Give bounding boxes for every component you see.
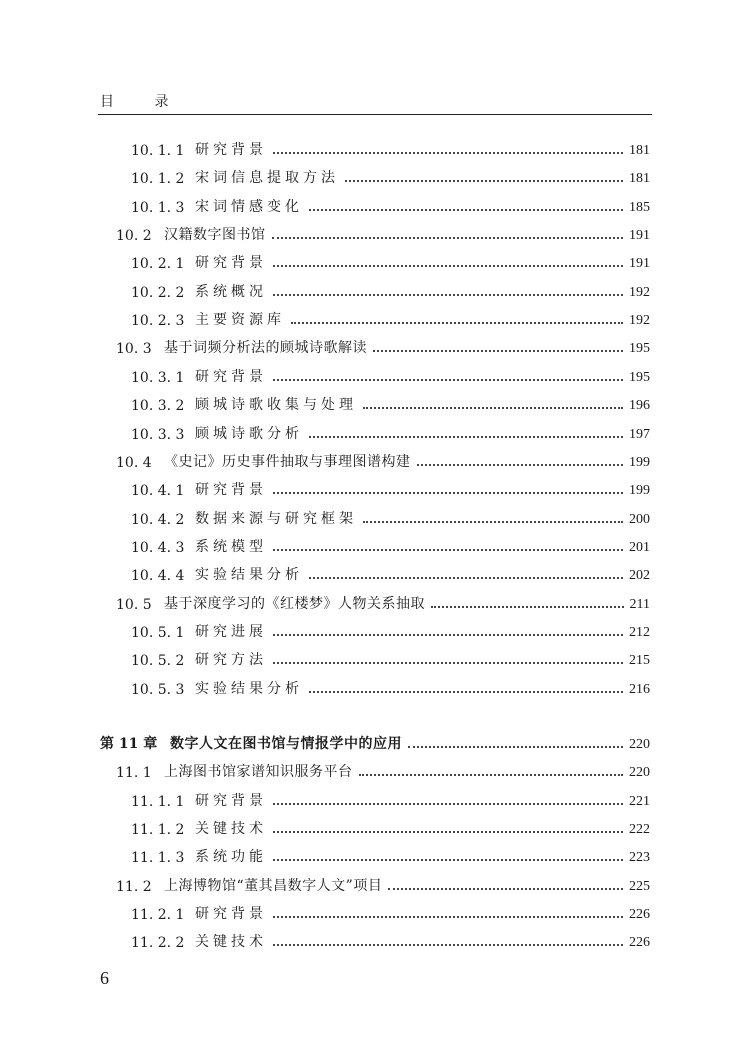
toc-entry-title: 基于深度学习的《红楼梦》人物关系抽取: [164, 595, 425, 612]
toc-leader-dots: [273, 831, 623, 833]
toc-entry-number: 10. 4. 1: [131, 483, 185, 500]
toc-entry: [131, 277, 650, 301]
toc-entry-page: 221: [629, 793, 650, 809]
toc-entry: [131, 786, 650, 810]
toc-entry: [131, 927, 650, 951]
toc-entry: [131, 475, 650, 499]
toc-leader-dots: [345, 180, 623, 182]
toc-entry: [131, 192, 650, 216]
toc-entry-number: 10. 2. 1: [131, 256, 185, 273]
toc-entry-number: 10. 3. 1: [131, 369, 185, 386]
toc-entry-number: 10. 3: [116, 341, 152, 358]
toc-entry: [100, 729, 650, 753]
toc-entry-number: 10. 4. 3: [131, 539, 185, 556]
toc-leader-dots: [359, 774, 624, 776]
toc-entry-number: 10. 2. 2: [131, 284, 185, 301]
toc-entry-page: 200: [629, 511, 650, 527]
toc-leader-dots: [273, 634, 623, 636]
toc-entry-page: 211: [629, 596, 650, 612]
toc-leader-dots: [273, 916, 623, 918]
toc-entry-page: 191: [629, 256, 650, 272]
toc-leader-dots: [273, 492, 623, 494]
toc-leader-dots: [388, 888, 623, 890]
page-number: 6: [100, 968, 109, 988]
toc-entry: [131, 305, 650, 329]
toc-entry-page: 225: [629, 878, 650, 894]
toc-entry: [131, 674, 650, 698]
toc-entry-number: 10. 1. 1: [131, 143, 185, 159]
toc-entry-page: 181: [629, 143, 650, 158]
toc-entry-title: 研究背景: [195, 368, 267, 385]
toc-entry: [116, 589, 650, 613]
toc-entry-title: 研究背景: [195, 906, 267, 923]
toc-entry-title: 关键技术: [195, 821, 267, 838]
toc-entry: [116, 447, 650, 471]
toc-leader-dots: [431, 606, 624, 608]
toc-entry: [131, 419, 650, 443]
toc-leader-dots: [309, 691, 623, 693]
toc-entry: [131, 617, 650, 641]
toc-entry-title: 基于词频分析法的顾城诗歌解读: [164, 340, 367, 357]
toc-entry-page: 199: [629, 483, 650, 499]
toc-entry: [131, 390, 650, 414]
toc-entry-number: 第 11 章: [100, 736, 158, 752]
toc-entry-page: 223: [629, 850, 650, 866]
toc-entry: [116, 220, 650, 244]
toc-entry-number: 10. 4: [116, 454, 152, 471]
toc-entry-page: 196: [629, 398, 650, 414]
toc-entry-page: 222: [629, 822, 650, 838]
toc-leader-dots: [273, 265, 623, 267]
toc-entry: [131, 504, 650, 528]
toc-entry-title: 宋词情感变化: [195, 198, 303, 215]
toc-leader-dots: [417, 464, 624, 466]
toc-entry: [131, 362, 650, 386]
toc-entry-number: 11. 1. 3: [131, 850, 185, 867]
toc-leader-dots: [273, 944, 623, 946]
toc-entry-page: 181: [629, 171, 650, 187]
toc-entry-page: 195: [629, 341, 650, 357]
toc-entry-number: 10. 5. 3: [131, 681, 185, 698]
toc-entry-title: 研究背景: [195, 482, 267, 499]
toc-entry-page: 197: [629, 426, 650, 442]
toc-entry-page: 192: [629, 313, 650, 329]
toc-entry-number: 10. 2. 3: [131, 313, 185, 330]
toc-entry-title: 系统概况: [195, 283, 267, 300]
toc-leader-dots: [309, 577, 623, 579]
toc-entry-page: 226: [629, 935, 650, 951]
toc-leader-dots: [309, 436, 623, 438]
toc-entry: [131, 560, 650, 584]
toc-entry-number: 11. 1: [116, 765, 152, 782]
toc-entry-page: 192: [629, 284, 650, 300]
toc-leader-dots: [373, 350, 623, 352]
toc-entry: [131, 814, 650, 838]
toc-leader-dots: [273, 549, 623, 551]
toc-entry-title: 上海图书馆家谱知识服务平台: [164, 764, 353, 781]
toc-entry-title: 研究方法: [195, 652, 267, 669]
toc-entry-title: 主要资源库: [195, 312, 285, 329]
toc-entry-number: 10. 3. 2: [131, 398, 185, 415]
toc-entry-page: 212: [629, 624, 650, 640]
toc-entry-title: 研究背景: [195, 255, 267, 272]
toc-entry: [116, 333, 650, 357]
toc-entry-title: 顾城诗歌分析: [195, 425, 303, 442]
toc-entry-title: 《史记》历史事件抽取与事理图谱构建: [164, 453, 411, 470]
toc-entry-number: 10. 2: [116, 228, 152, 245]
toc-entry-page: 199: [629, 454, 650, 470]
toc-leader-dots: [273, 859, 623, 861]
toc-entry-page: 201: [629, 539, 650, 555]
toc-entry-page: 226: [629, 907, 650, 923]
toc-leader-dots: [309, 209, 623, 211]
toc-entry-page: 202: [629, 568, 650, 584]
toc-entry-number: 10. 5: [116, 596, 152, 613]
toc-leader-dots: [273, 152, 623, 154]
toc-entry-page: 216: [629, 681, 650, 697]
toc-leader-dots: [273, 662, 623, 664]
toc-leader-dots: [273, 379, 623, 381]
toc-entry-title: 系统功能: [195, 849, 267, 866]
toc-entry-page: 220: [629, 737, 650, 752]
toc-entry-title: 研究进展: [195, 623, 267, 640]
toc-entry-number: 10. 1. 3: [131, 199, 185, 216]
toc-entry: [131, 899, 650, 923]
toc-leader-dots: [408, 746, 623, 748]
toc-entry: [131, 163, 650, 187]
toc-entry-title: 汉籍数字图书馆: [164, 227, 266, 244]
toc-leader-dots: [273, 294, 623, 296]
toc-entry-page: 185: [629, 199, 650, 215]
toc-entry-number: 10. 5. 2: [131, 653, 185, 670]
toc-entry-number: 11. 1. 1: [131, 793, 185, 810]
toc-leader-dots: [363, 521, 623, 523]
toc-entry-number: 11. 2. 2: [131, 935, 185, 952]
toc-entry-title: 数字人文在图书馆与情报学中的应用: [170, 736, 402, 752]
toc-entry-title: 系统模型: [195, 538, 267, 555]
toc-entry: [131, 842, 650, 866]
toc-entry-number: 10. 4. 4: [131, 568, 185, 585]
toc-entry-number: 11. 2: [116, 878, 152, 895]
toc-entry-title: 研究背景: [195, 142, 267, 158]
toc-entry-number: 10. 1. 2: [131, 171, 185, 188]
toc-entry-page: 191: [629, 228, 650, 244]
toc-entry-page: 220: [629, 765, 650, 781]
toc-entry-title: 数据来源与研究框架: [195, 510, 357, 527]
toc-entry-title: 上海博物馆“董其昌数字人文”项目: [164, 877, 383, 894]
toc-entry-title: 实验结果分析: [195, 680, 303, 697]
toc-entry-number: 11. 2. 1: [131, 907, 185, 924]
toc-leader-dots: [363, 407, 623, 409]
toc-entry: [131, 532, 650, 556]
toc-entry-title: 关键技术: [195, 934, 267, 951]
toc-leader-dots: [273, 803, 623, 805]
toc-entry-number: 10. 5. 1: [131, 624, 185, 641]
toc-entry-title: 研究背景: [195, 792, 267, 809]
toc-entry: [116, 757, 650, 781]
toc-entry-page: 215: [629, 653, 650, 669]
toc-entry-number: 11. 1. 2: [131, 822, 185, 839]
toc-entry: [131, 645, 650, 669]
toc-entry-number: 10. 4. 2: [131, 511, 185, 528]
toc-entry-page: 195: [629, 369, 650, 385]
header-rule: [98, 114, 652, 115]
toc-entry-title: 宋词信息提取方法: [195, 170, 339, 187]
toc-entry: [116, 871, 650, 895]
running-header: 目 录: [100, 94, 187, 110]
toc-leader-dots: [291, 322, 623, 324]
toc-entry-title: 顾城诗歌收集与处理: [195, 397, 357, 414]
toc-entry-title: 实验结果分析: [195, 567, 303, 584]
toc-entry-number: 10. 3. 3: [131, 426, 185, 443]
toc-entry: [131, 135, 650, 159]
toc-entry: [131, 248, 650, 272]
toc-leader-dots: [272, 237, 624, 239]
